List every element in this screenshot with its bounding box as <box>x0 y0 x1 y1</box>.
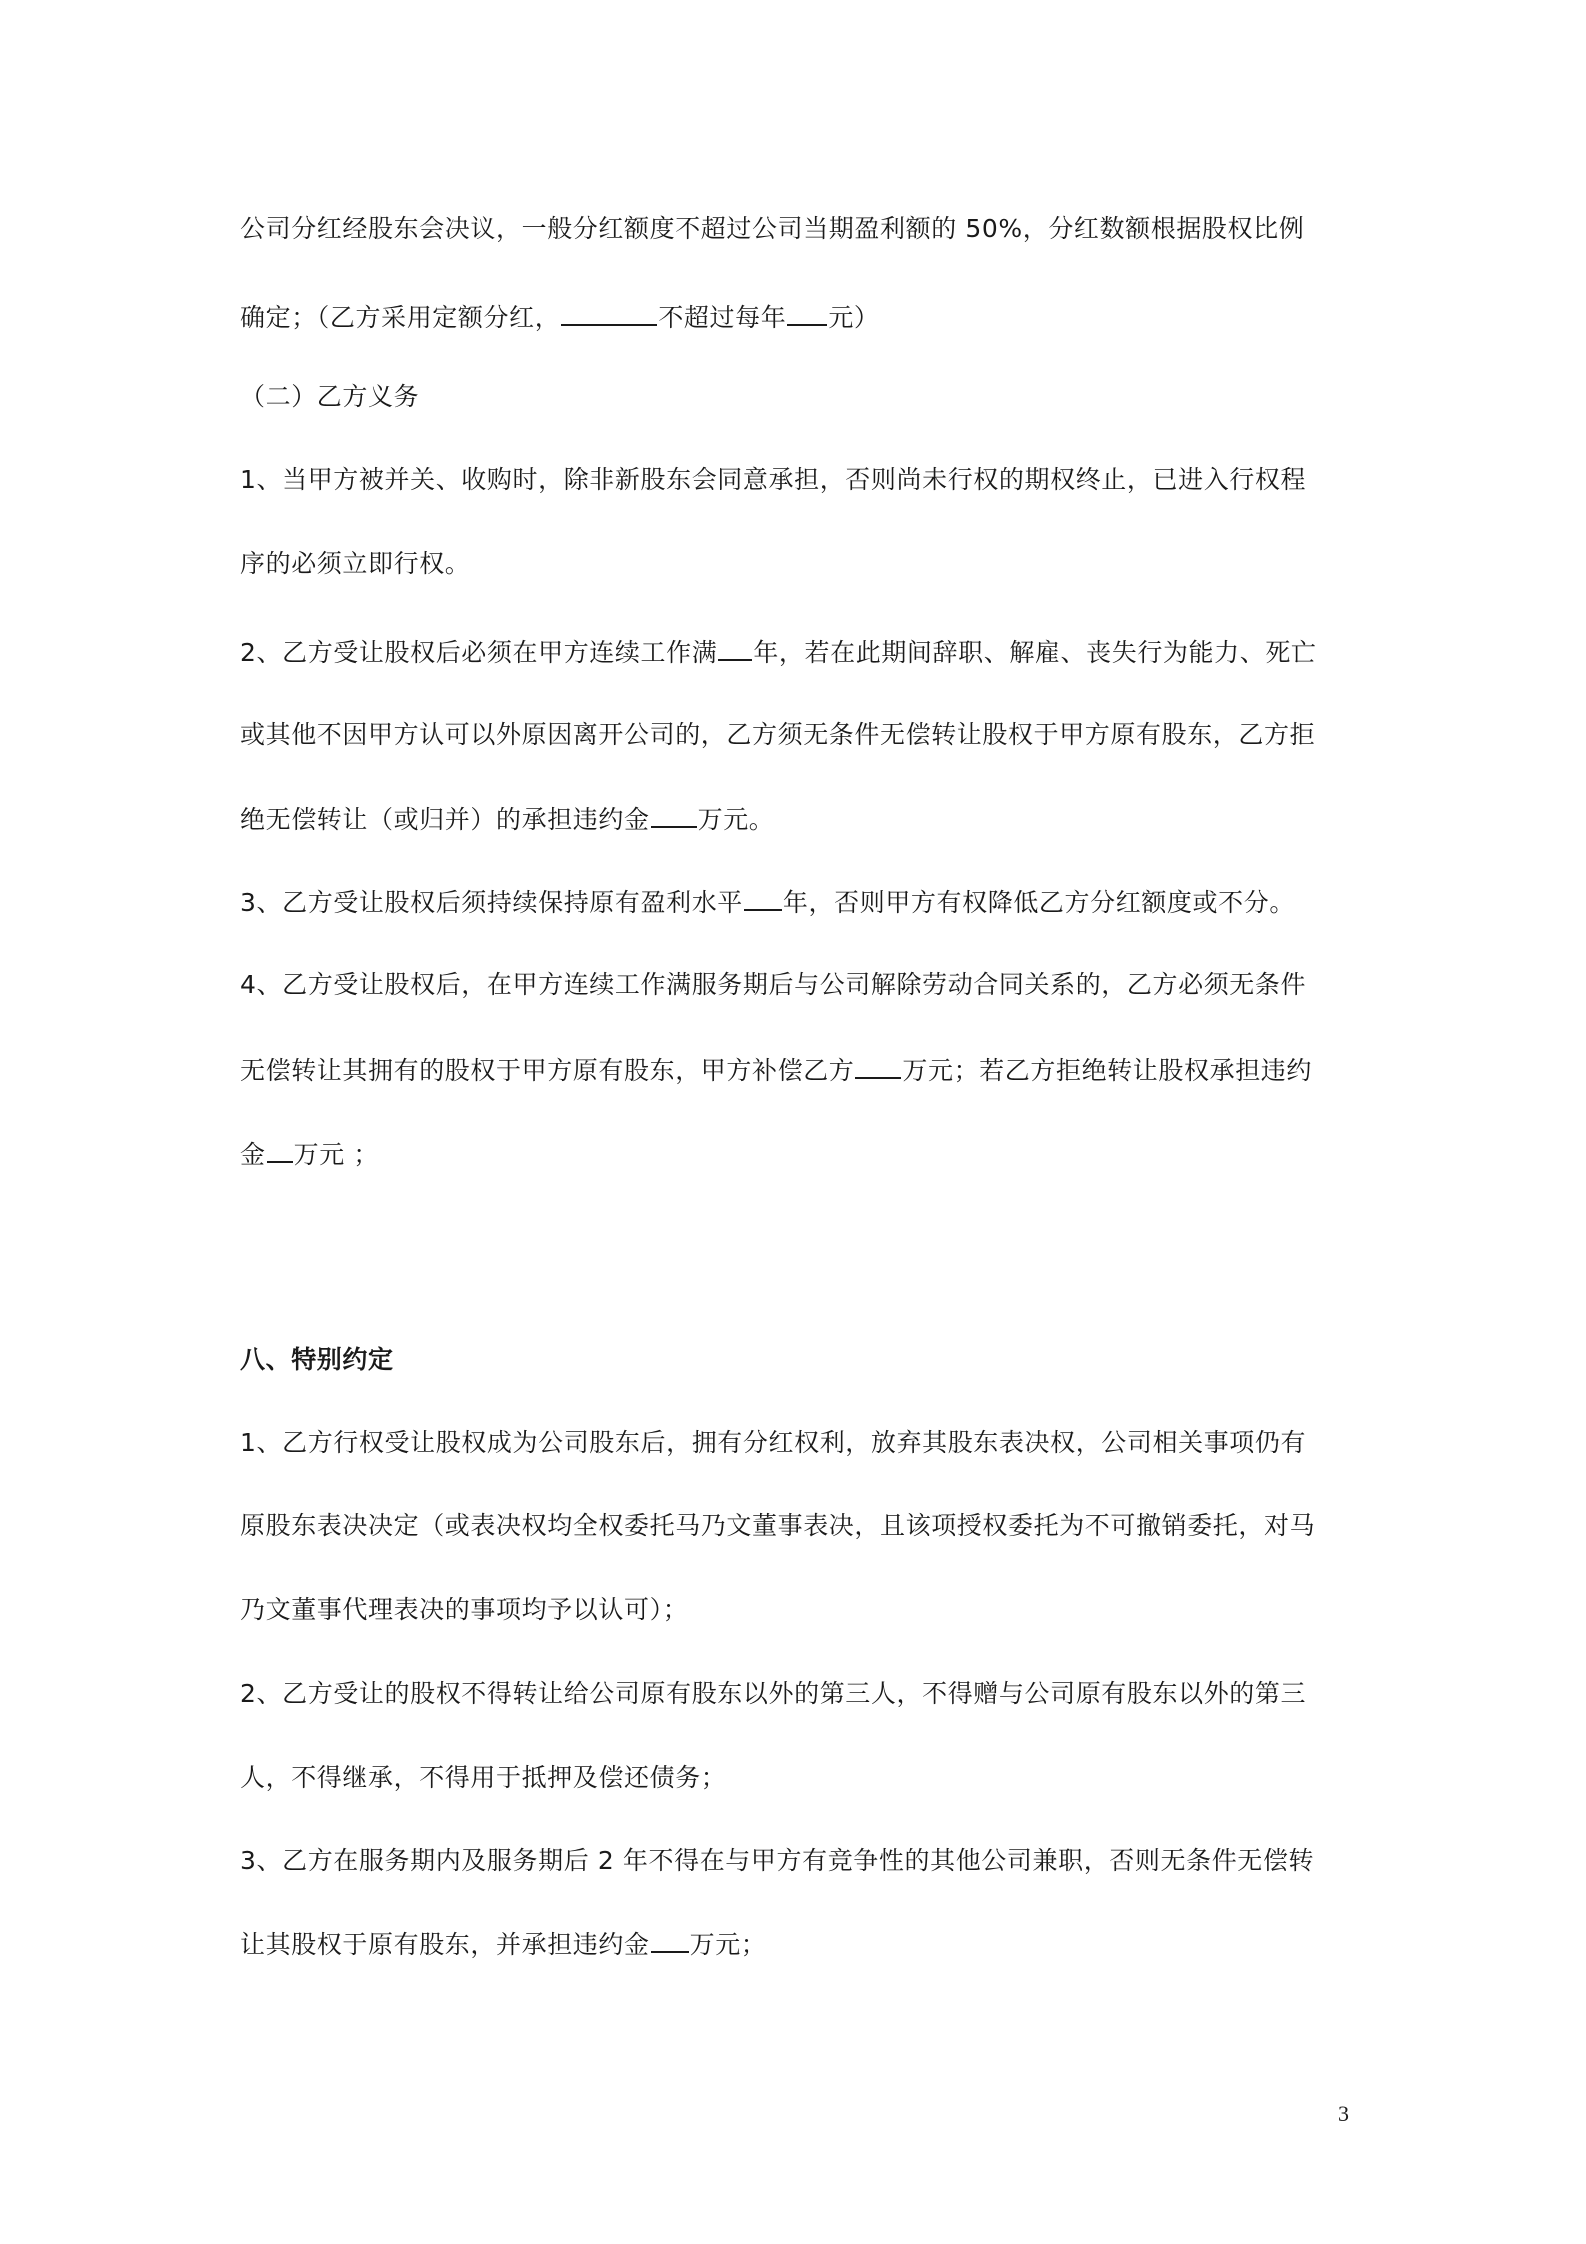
text-segment: 绝无偿转让（或归并）的承担违约金 <box>240 805 650 834</box>
body-line <box>240 804 1360 836</box>
body-line <box>240 637 1360 669</box>
text-segment: 序的必须立即行权。 <box>240 549 471 578</box>
text-segment: 乃文董事代理表决的事项均予以认可）； <box>240 1595 689 1624</box>
body-line <box>240 464 1360 496</box>
page-number: 3 <box>1338 2101 1349 2126</box>
body-line <box>240 548 1360 580</box>
body-line <box>240 1055 1360 1087</box>
body-line <box>240 1762 1360 1794</box>
text-segment: 1、当甲方被并关、收购时，除非新股东会同意承担，否则尚未行权的期权终止，已进入行权程 <box>240 465 1307 494</box>
body-line <box>240 1510 1360 1542</box>
text-segment: 万元；若乙方拒绝转让股权承担违约 <box>902 1056 1313 1085</box>
text-segment: 3、乙方在服务期内及服务期后 2 年不得在与甲方有竞争性的其他公司兼职，否则无条件无偿转 <box>240 1846 1315 1875</box>
body-line <box>240 302 1360 334</box>
body-line <box>240 1929 1360 1961</box>
fill-in-blank <box>651 804 697 828</box>
text-segment: 元） <box>828 303 880 332</box>
body-line <box>240 1594 1360 1626</box>
text-segment: 或其他不因甲方认可以外原因离开公司的，乙方须无条件无偿转让股权于甲方原有股东，乙方拒 <box>240 720 1316 749</box>
body-line <box>240 719 1360 751</box>
section-heading <box>240 1344 1360 1376</box>
body-line <box>240 887 1360 919</box>
text-segment: 3、乙方受让股权后须持续保持原有盈利水平 <box>240 888 743 917</box>
text-segment: 年，若在此期间辞职、解雇、丧失行为能力、死亡 <box>753 638 1317 667</box>
text-segment: 人，不得继承，不得用于抵押及偿还债务； <box>240 1763 727 1792</box>
fill-in-blank <box>718 637 752 661</box>
text-segment: 不超过每年 <box>658 303 787 332</box>
text-segment: 2、乙方受让的股权不得转让给公司原有股东以外的第三人，不得赠与公司原有股东以外的第三 <box>240 1679 1307 1708</box>
body-line <box>240 381 1360 413</box>
fill-in-blank <box>561 302 657 326</box>
section-subheading: （二）乙方义务 <box>240 382 420 411</box>
text-segment: 万元； <box>689 1930 767 1959</box>
body-line <box>240 969 1360 1001</box>
body-line <box>240 213 1360 245</box>
text-segment: 1、乙方行权受让股权成为公司股东后，拥有分红权利，放弃其股东表决权，公司相关事项仍有 <box>240 1428 1307 1457</box>
text-segment: 2、乙方受让股权后必须在甲方连续工作满 <box>240 638 718 667</box>
text-segment: 4、乙方受让股权后，在甲方连续工作满服务期后与公司解除劳动合同关系的，乙方必须无条件 <box>240 970 1307 999</box>
text-segment: 原股东表决决定（或表决权均全权委托马乃文董事表决，且该项授权委托为不可撤销委托，对马 <box>240 1511 1316 1540</box>
text-segment: 年，否则甲方有权降低乙方分红额度或不分。 <box>782 888 1295 917</box>
body-line <box>240 1139 1360 1171</box>
text-segment: 无偿转让其拥有的股权于甲方原有股东，甲方补偿乙方 <box>240 1056 855 1085</box>
text-segment: 确定；（乙方采用定额分红， <box>240 303 561 332</box>
body-line <box>240 1678 1360 1710</box>
text-segment: 八、特别约定 <box>240 1345 394 1374</box>
text-segment: 万元。 <box>697 805 775 834</box>
text-segment: 让其股权于原有股东，并承担违约金 <box>240 1930 650 1959</box>
fill-in-blank <box>787 302 827 326</box>
fill-in-blank <box>651 1929 689 1953</box>
body-line <box>240 1427 1360 1459</box>
text-segment: 万元 ； <box>293 1140 379 1169</box>
fill-in-blank <box>744 887 782 911</box>
fill-in-blank <box>267 1139 293 1163</box>
fill-in-blank <box>855 1055 901 1079</box>
text-segment: 金 <box>240 1140 266 1169</box>
body-line <box>240 1845 1360 1877</box>
text-segment: 公司分红经股东会决议，一般分红额度不超过公司当期盈利额的 50%，分红数额根据股权比例 <box>240 214 1305 243</box>
